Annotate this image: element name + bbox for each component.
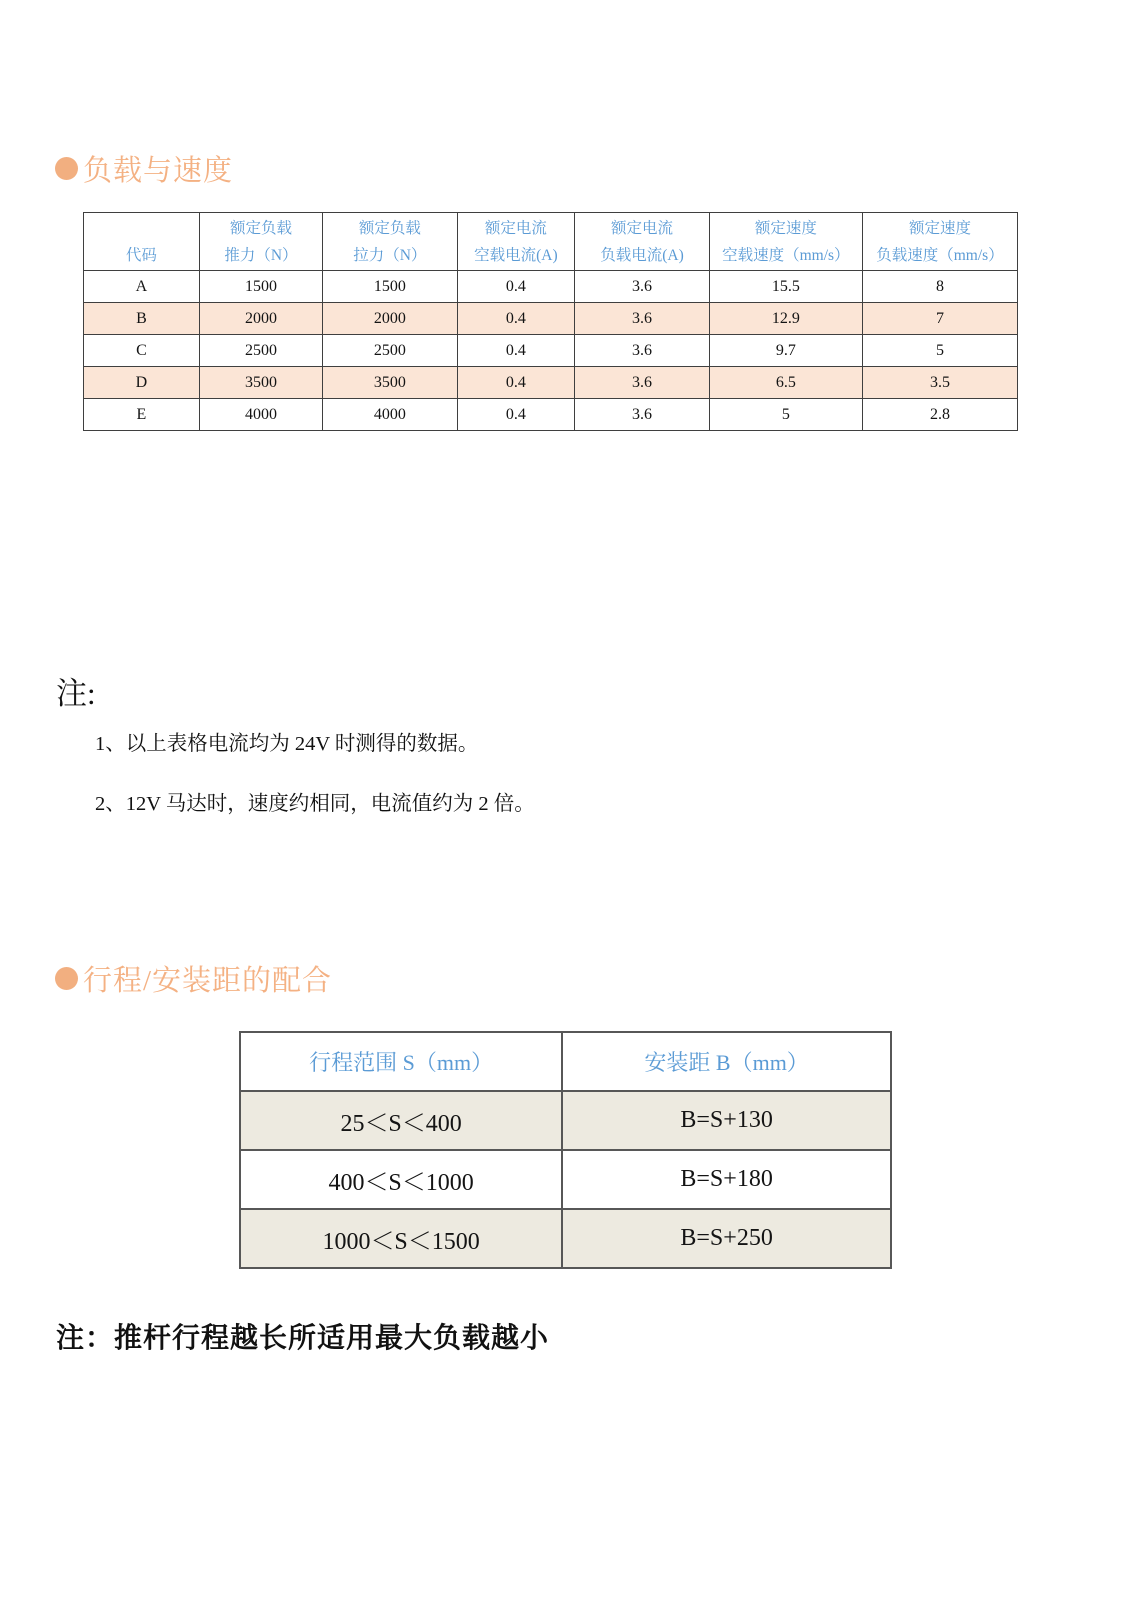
notes-label: 注: xyxy=(56,676,96,711)
cell: 2.8 xyxy=(862,399,1017,431)
header-stroke-range: 行程范围 S（mm） xyxy=(240,1032,562,1091)
cell: 3.6 xyxy=(575,367,709,399)
cell: 5 xyxy=(709,399,862,431)
cell: 3.6 xyxy=(575,399,709,431)
cell: 12.9 xyxy=(709,303,862,335)
header-noload-speed: 额定速度 空载速度（mm/s） xyxy=(709,213,862,271)
cell: 2500 xyxy=(323,335,457,367)
cell: 2000 xyxy=(199,303,322,335)
section1-title: 负载与速度 xyxy=(83,155,234,187)
cell: 3.6 xyxy=(575,271,709,303)
cell: 4000 xyxy=(199,399,322,431)
cell: B=S+250 xyxy=(562,1209,891,1268)
header-load-speed: 额定速度 负载速度（mm/s） xyxy=(862,213,1017,271)
cell: 1500 xyxy=(199,271,322,303)
cell: 15.5 xyxy=(709,271,862,303)
bullet-icon xyxy=(55,157,78,180)
cell: 0.4 xyxy=(457,271,575,303)
cell: 3500 xyxy=(323,367,457,399)
table-row-A xyxy=(84,271,1018,303)
cell: E xyxy=(84,399,200,431)
section2-heading xyxy=(55,958,332,999)
cell: 3500 xyxy=(199,367,322,399)
cell: 8 xyxy=(862,271,1017,303)
cell: 2500 xyxy=(199,335,322,367)
table-row xyxy=(240,1150,891,1209)
table-header-row xyxy=(240,1032,891,1091)
section1-heading xyxy=(55,148,233,189)
cell: 3.6 xyxy=(575,303,709,335)
cell: 3.6 xyxy=(575,335,709,367)
header-code: 代码 xyxy=(84,213,200,271)
cell: 5 xyxy=(862,335,1017,367)
cell: 7 xyxy=(862,303,1017,335)
cell: B=S+130 xyxy=(562,1091,891,1150)
header-pull-force: 额定负载 拉力（N） xyxy=(323,213,457,271)
cell: 1000＜S＜1500 xyxy=(240,1209,562,1268)
note-item-2: 2、12V 马达时，速度约相同，电流值约为 2 倍。 xyxy=(95,793,535,815)
load-speed-table xyxy=(83,212,1018,431)
header-push-force: 额定负载 推力（N） xyxy=(199,213,322,271)
header-mounting-distance: 安装距 B（mm） xyxy=(562,1032,891,1091)
table-row-E xyxy=(84,399,1018,431)
stroke-mounting-table xyxy=(239,1031,892,1269)
cell: B=S+180 xyxy=(562,1150,891,1209)
cell: A xyxy=(84,271,200,303)
note-item-1: 1、以上表格电流均为 24V 时测得的数据。 xyxy=(95,733,479,755)
bullet-icon xyxy=(55,967,78,990)
table-header-row xyxy=(84,213,1018,271)
cell: 4000 xyxy=(323,399,457,431)
header-load-current: 额定电流 负载电流(A) xyxy=(575,213,709,271)
table-row xyxy=(240,1209,891,1268)
cell: C xyxy=(84,335,200,367)
cell: 25＜S＜400 xyxy=(240,1091,562,1150)
cell: 3.5 xyxy=(862,367,1017,399)
section2-title: 行程/安装距的配合 xyxy=(83,965,333,997)
cell: 0.4 xyxy=(457,335,575,367)
table-row-D xyxy=(84,367,1018,399)
footer-note: 注：推杆行程越长所适用最大负载越小 xyxy=(56,1323,550,1354)
cell: 9.7 xyxy=(709,335,862,367)
cell: 0.4 xyxy=(457,303,575,335)
table-row-C xyxy=(84,335,1018,367)
table-row-B xyxy=(84,303,1018,335)
header-noload-current: 额定电流 空载电流(A) xyxy=(457,213,575,271)
cell: 400＜S＜1000 xyxy=(240,1150,562,1209)
cell: 1500 xyxy=(323,271,457,303)
cell: B xyxy=(84,303,200,335)
cell: 0.4 xyxy=(457,399,575,431)
table-row xyxy=(240,1091,891,1150)
cell: D xyxy=(84,367,200,399)
cell: 0.4 xyxy=(457,367,575,399)
cell: 2000 xyxy=(323,303,457,335)
cell: 6.5 xyxy=(709,367,862,399)
